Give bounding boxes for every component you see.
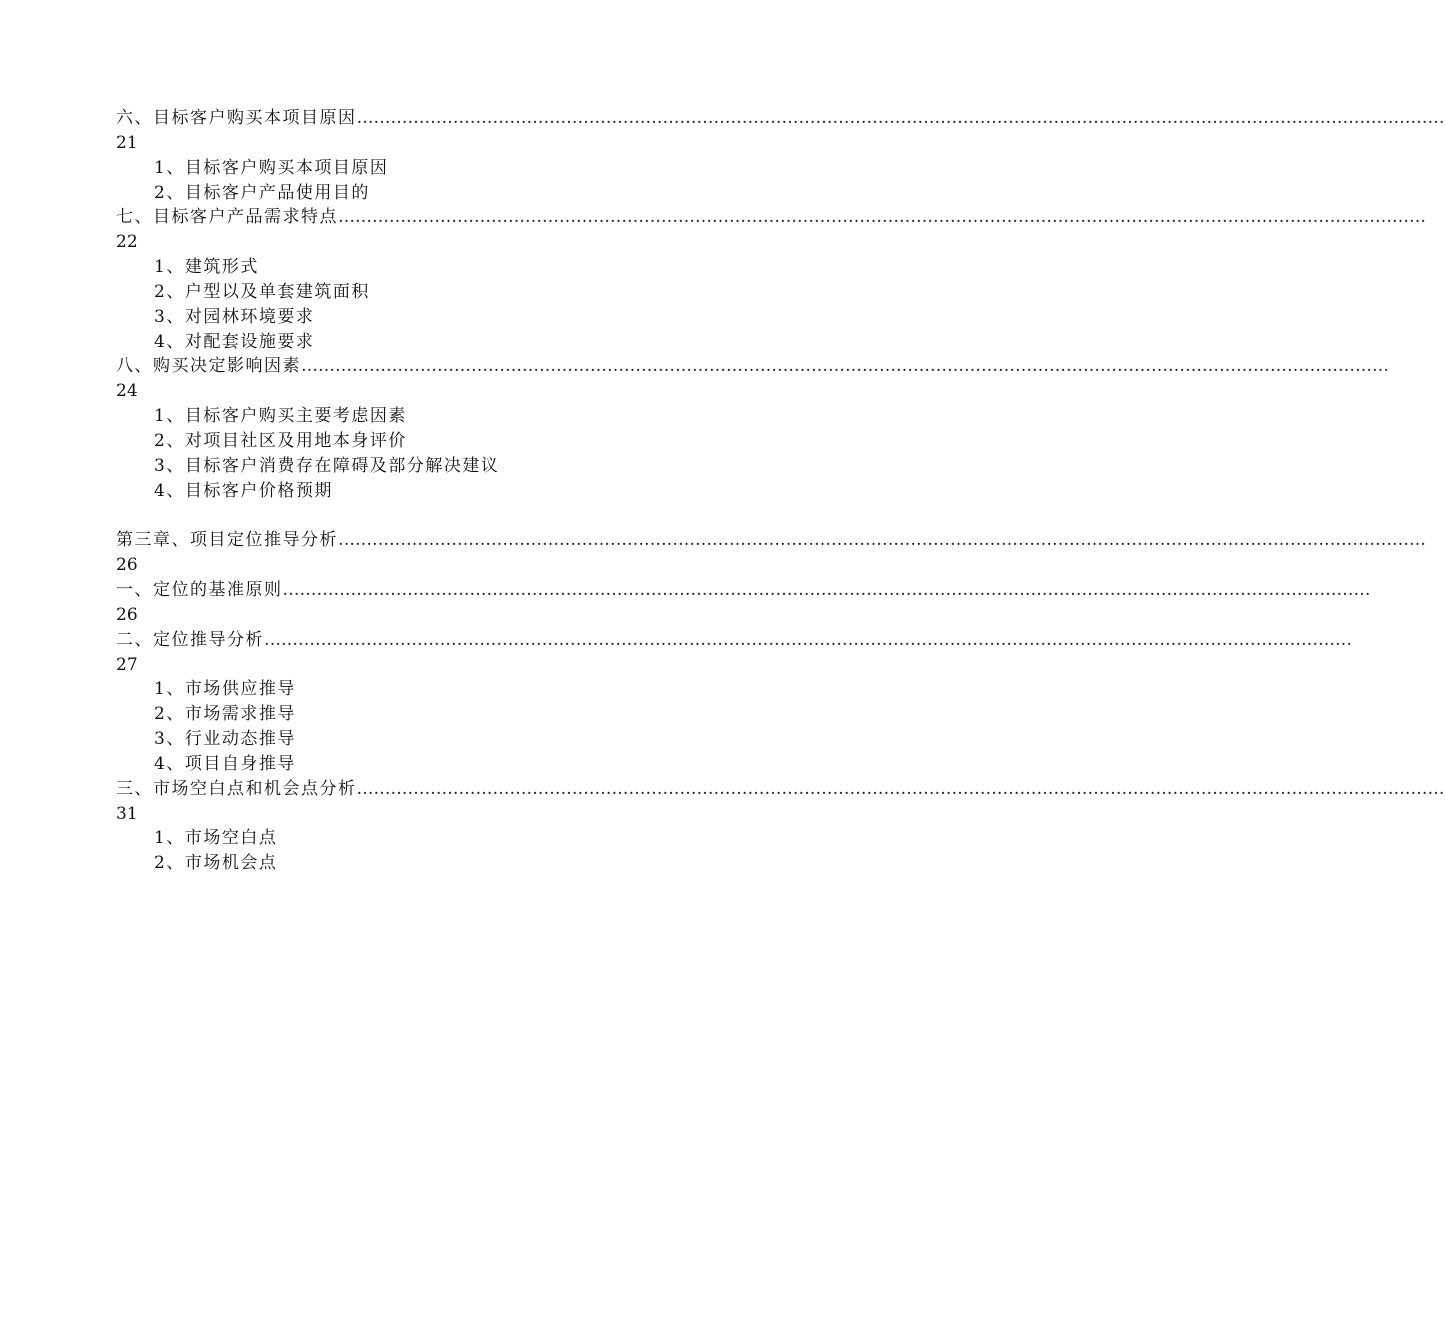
toc-dot-leader: ………………………………………………………………………………………………………………………………………………………………………… [264,629,1352,650]
toc-subentry-title: 2、对项目社区及用地本身评价 [154,430,407,451]
toc-subentry-title: 2、市场机会点 [154,853,278,874]
toc-entry-title: 二、定位推导分析 [116,629,264,650]
toc-subentry[interactable] [116,404,836,429]
toc-subentry[interactable] [116,181,836,206]
toc-subentry-title: 3、对园林环境要求 [154,306,315,327]
toc-page-number: 21 [116,132,138,153]
toc-entry-title: 六、目标客户购买本项目原因 [116,108,357,128]
toc-subentry-title: 1、建筑形式 [154,257,259,278]
toc-subentry[interactable] [116,677,836,702]
toc-dot-leader: ………………………………………………………………………………………………………………………………………………………………………… [338,207,1426,228]
toc-spacer [116,504,836,529]
toc-subentry[interactable] [116,156,836,181]
toc-subentry-title: 4、对配套设施要求 [154,331,315,352]
toc-page-number: 22 [116,232,138,253]
toc-subentry-title: 1、目标客户购买主要考虑因素 [154,406,407,427]
toc-subentry[interactable] [116,479,836,504]
toc-subentry[interactable] [116,752,836,777]
toc-subentry-title: 1、目标客户购买本项目原因 [154,157,389,178]
toc-page-number: 26 [116,604,138,625]
toc-page-number: 27 [116,654,138,675]
toc-subentry-title: 3、行业动态推导 [154,729,296,750]
toc-subentry-title: 2、市场需求推导 [154,704,296,725]
toc-subentry-title: 4、项目自身推导 [154,753,296,774]
toc-subentry-title: 1、市场供应推导 [154,679,296,700]
toc-dot-leader: ………………………………………………………………………………………………………………………………………………………………………… [301,356,1389,377]
toc-page-number: 26 [116,555,138,576]
table-of-contents [116,106,1445,876]
toc-subentry-title: 3、目标客户消费存在障碍及部分解决建议 [154,455,500,476]
toc-entry-title: 一、定位的基准原则 [116,580,283,601]
toc-subentry-title: 2、目标客户产品使用目的 [154,182,370,203]
toc-subentry[interactable] [116,330,836,355]
toc-subentry-title: 1、市场空白点 [154,828,278,849]
toc-subentry[interactable] [116,727,836,752]
toc-entry[interactable] [116,777,1445,802]
toc-entry-title: 七、目标客户产品需求特点 [116,207,338,228]
toc-subentry[interactable] [116,851,836,876]
toc-entry-title: 八、购买决定影响因素 [116,356,301,377]
toc-entry-title: 第三章、项目定位推导分析 [116,530,338,551]
toc-entry-title: 三、市场空白点和机会点分析 [116,778,357,799]
toc-subentry[interactable] [116,305,836,330]
toc-entry[interactable] [116,628,1352,653]
toc-subentry[interactable] [116,255,836,280]
toc-subentry[interactable] [116,454,836,479]
toc-entry[interactable] [116,205,1426,230]
toc-entry[interactable] [116,578,1371,603]
toc-subentry-title: 4、目标客户价格预期 [154,480,333,501]
toc-subentry[interactable] [116,702,836,727]
toc-entry[interactable] [116,106,1445,131]
toc-subentry[interactable] [116,280,836,305]
toc-entry[interactable] [116,354,1389,379]
toc-page-number: 24 [116,381,138,402]
toc-subentry-title: 2、户型以及单套建筑面积 [154,281,370,302]
toc-page-number: 31 [116,803,138,824]
toc-dot-leader: ………………………………………………………………………………………………………………………………………………………………………… [338,530,1426,551]
toc-subentry[interactable] [116,429,836,454]
toc-dot-leader: ………………………………………………………………………………………………………………………………………………………………………… [282,580,1371,601]
toc-entry[interactable] [116,528,1426,553]
toc-subentry[interactable] [116,826,836,851]
toc-dot-leader: ………………………………………………………………………………………………………………………………………………………………………… [356,778,1445,799]
toc-dot-leader: ………………………………………………………………………………………………………………………………………………………………………… [356,108,1445,128]
